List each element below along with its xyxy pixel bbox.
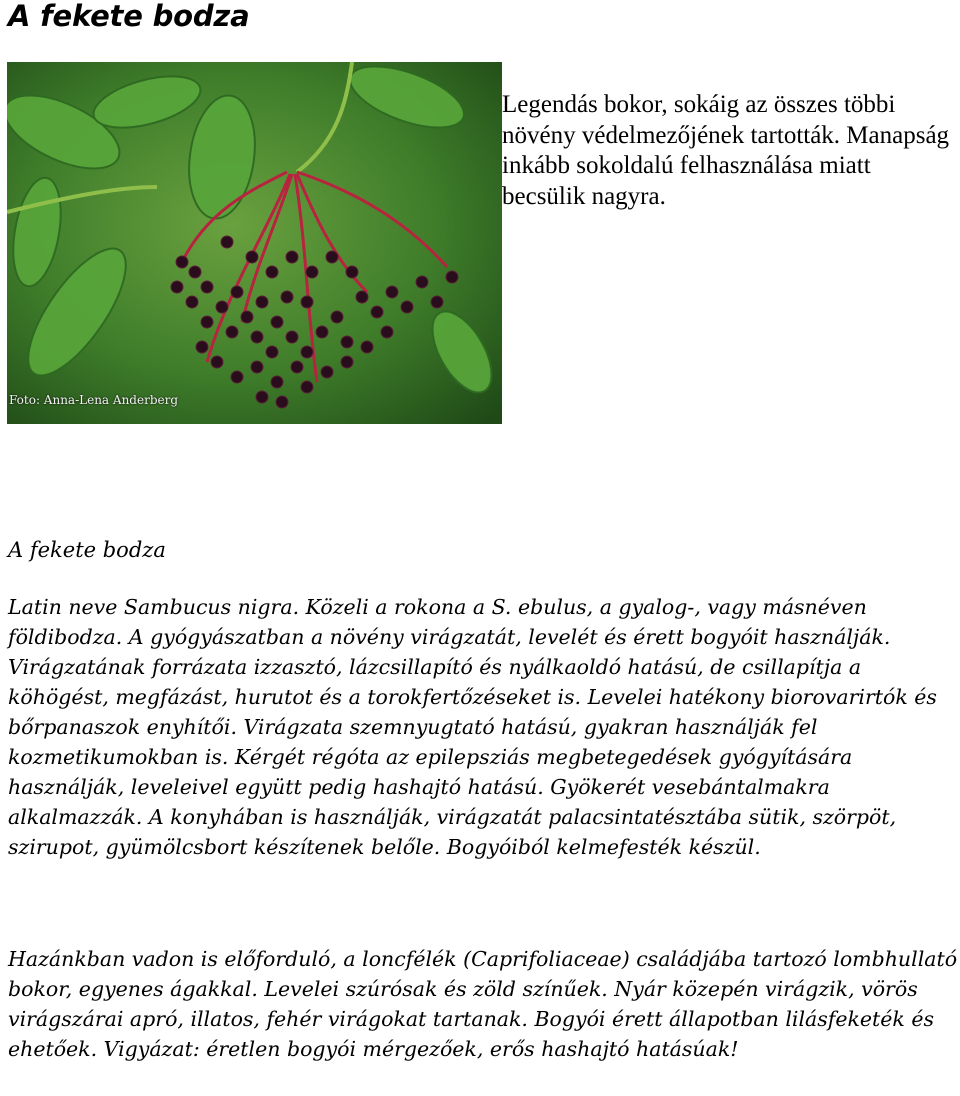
subtitle: A fekete bodza xyxy=(8,538,166,562)
photo-credit: Foto: Anna-Lena Anderberg xyxy=(9,393,179,407)
paragraph-description: Latin neve Sambucus nigra. Közeli a rokona a S. ebulus, a gyalog-, vagy másnéven földibodza. A gyógyászatban a növény virágzatát, levelét és érett bogyóit használják. Virágzatának forrázata izzasztó, lázcsillapító és nyálkaoldó hatású, de csillapítja a köhögést, megfázást, hurutot és a torokfertőzéseket is. Levelei hatékony biorovarirtók és bőrpanaszok enyhítői. Virágzata szemnyugtató hatású, gyakran használják fel kozmetikumokban is. Kérgét régóta az epilepsziás megbetegedések gyógyítására használják, leveleivel együtt pedig hashajtó hatású. Gyökerét vesebántalmakra alkalmazzák. A konyhában is használják, virágzatát palacsintatésztába sütik, szörpöt, szirupot, gyümölcsbort készítenek belőle. Bogyóiból kelmefesték készül. xyxy=(8,595,937,859)
intro-text: Legendás bokor, sokáig az összes többi növény védelmezőjének tartották. Manapság inkább sokoldalú felhasználása miatt becsülik nagyra. xyxy=(502,91,950,210)
page-title: A fekete bodza xyxy=(8,0,250,33)
paragraph-habitat: Hazánkban vadon is előforduló, a loncfélék (Caprifoliaceae) családjába tartozó lombhullató bokor, egyenes ágakkal. Levelei szúrósak és zöld színűek. Nyár közepén virágzik, vörös virágszárai apró, illatos, fehér virágokat tartanak. Bogyói érett állapotban lilásfeketék és ehetőek. Vigyázat: éretlen bogyói mérgezőek, erős hashajtó hatásúak! xyxy=(8,947,958,1061)
elderberry-photo xyxy=(7,62,502,424)
elderberry-illustration xyxy=(7,62,502,424)
